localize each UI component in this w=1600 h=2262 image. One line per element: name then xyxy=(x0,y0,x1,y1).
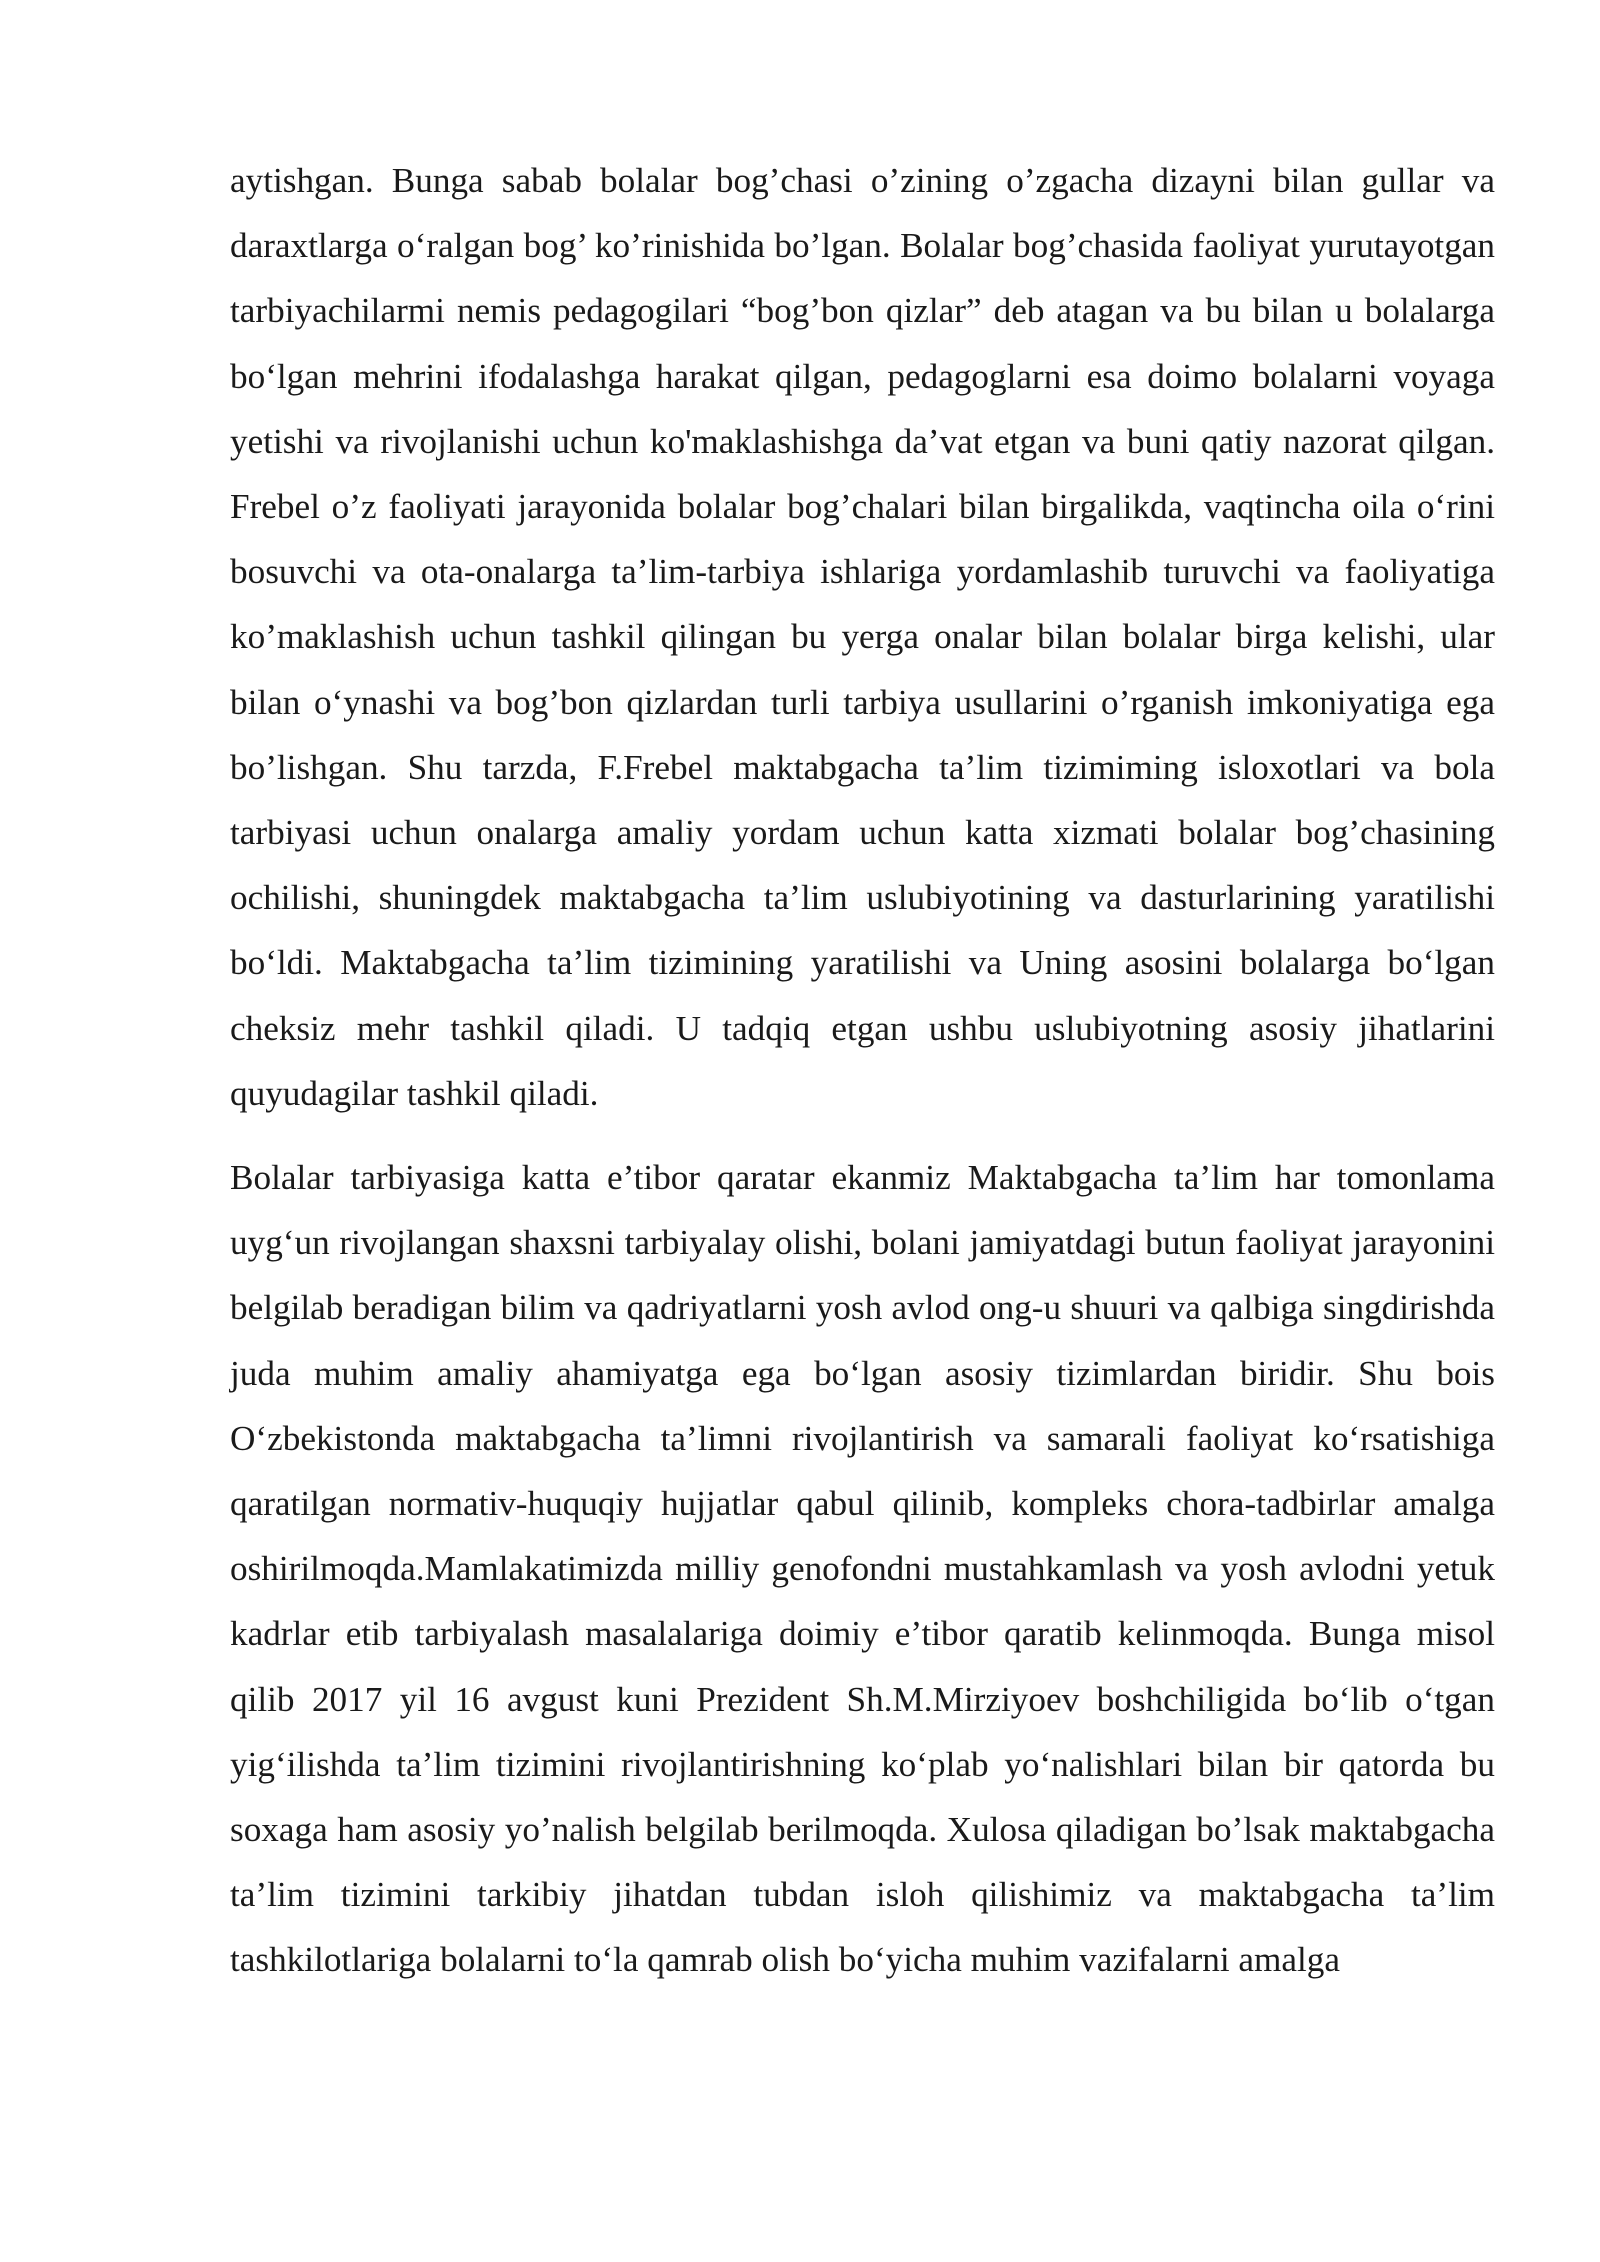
paragraph-frebel-kindergarten: aytishgan. Bunga sabab bolalar bog’chasi o’zining o’zgacha dizayni bilan gullar va daraxtlarga o‘ralgan bog’ ko’rinishida bo’lgan. Bolalar bog’chasida faoliyat yurutayotgan tarbiyachilarmi nemis pedagogilari “bog’bon qizlar” deb atagan va bu bilan u bolalarga bo‘lgan mehrini ifodalashga harakat qilgan, pedagoglarni esa doimo bolalarni voyaga yetishi va rivojlanishi uchun ko'maklashishga da’vat etgan va buni qatiy nazorat qilgan. Frebel o’z faoliyati jarayonida bolalar bog’chalari bilan birgalikda, vaqtincha oila o‘rini bosuvchi va ota-onalarga ta’lim-tarbiya ishlariga yordamlashib turuvchi va faoliyatiga ko’maklashish uchun tashkil qilingan bu yerga onalar bilan bolalar birga kelishi, ular bilan o‘ynashi va bog’bon qizlardan turli tarbiya usullarini o’rganish imkoniyatiga ega bo’lishgan. Shu tarzda, F.Frebel maktabgacha ta’lim tizimiming isloxotlari va bola tarbiyasi uchun onalarga amaliy yordam uchun katta xizmati bolalar bog’chasining ochilishi, shuningdek maktabgacha ta’lim uslubiyotining va dasturlarining yaratilishi bo‘ldi. Maktabgacha ta’lim tizimining yaratilishi va Uning asosini bolalarga bo‘lgan cheksiz mehr tashkil qiladi. U tadqiq etgan ushbu uslubiyotning asosiy jihatlarini quyudagilar tashkil qiladi. xyxy=(230,161,1495,1113)
document-body xyxy=(230,148,1495,1993)
paragraph-preschool-education: Bolalar tarbiyasiga katta e’tibor qaratar ekanmiz Maktabgacha ta’lim har tomonlama uyg‘un rivojlangan shaxsni tarbiyalay olishi, bolani jamiyatdagi butun faoliyat jarayonini belgilab beradigan bilim va qadriyatlarni yosh avlod ong-u shuuri va qalbiga singdirishda juda muhim amaliy ahamiyatga ega bo‘lgan asosiy tizimlardan biridir. Shu bois O‘zbekistonda maktabgacha ta’limni rivojlantirish va samarali faoliyat ko‘rsatishiga qaratilgan normativ-huquqiy hujjatlar qabul qilinib, kompleks chora-tadbirlar amalga oshirilmoqda.Mamlakatimizda milliy genofondni mustahkamlash va yosh avlodni yetuk kadrlar etib tarbiyalash masalalariga doimiy e’tibor qaratib kelinmoqda. Bunga misol qilib 2017 yil 16 avgust kuni Prezident Sh.M.Mirziyoev boshchiligida bo‘lib o‘tgan yig‘ilishda ta’lim tizimini rivojlantirishning ko‘plab yo‘nalishlari bilan bir qatorda bu soxaga ham asosiy yo’nalish belgilab berilmoqda. Xulosa qiladigan bo’lsak maktabgacha ta’lim tizimini tarkibiy jihatdan tubdan isloh qilishimiz va maktabgacha ta’lim tashkilotlariga bolalarni to‘la qamrab olish bo‘yicha muhim vazifalarni amalga xyxy=(230,1158,1495,1980)
